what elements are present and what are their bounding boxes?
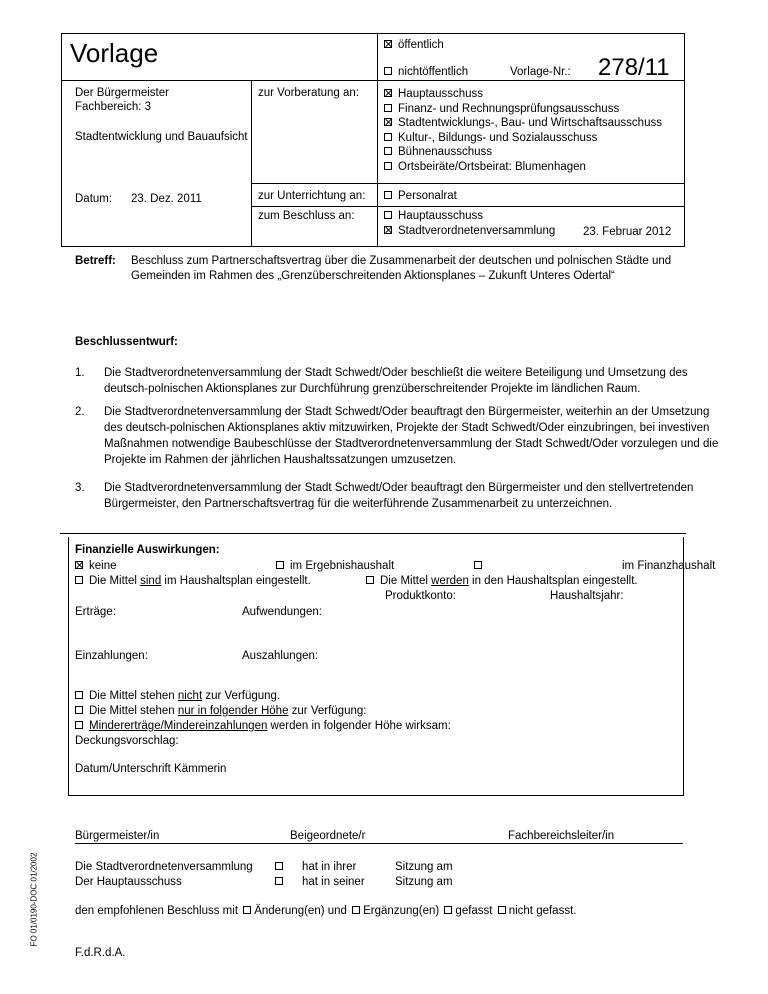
signature-line bbox=[75, 843, 683, 844]
buergermeister-label: Bürgermeister/in bbox=[75, 830, 160, 842]
beschluss-1-label: Hauptausschuss bbox=[398, 210, 484, 222]
text: in den Haushaltsplan eingestellt. bbox=[468, 575, 638, 587]
text: werden bbox=[431, 575, 469, 587]
committee-item bbox=[384, 131, 662, 146]
checkbox bbox=[75, 721, 83, 729]
datum-label: Datum: bbox=[75, 193, 113, 205]
divider bbox=[251, 183, 685, 184]
text: Die Mittel stehen bbox=[89, 705, 178, 717]
item-text-line: Projekte im Rahmen der jährlichen Haushaltssatzungen umzusetzen. bbox=[104, 454, 457, 466]
committee-label: Kultur-, Bildungs- und Sozialausschuss bbox=[398, 131, 598, 144]
text: sind bbox=[140, 575, 162, 587]
item-text-line: Die Stadtverordnetenversammlung der Stadt Schwedt/Oder beauftragt den Bürgermeister, weiterhin an der Umsetzung bbox=[104, 406, 710, 418]
text: Ergänzung(en) bbox=[363, 905, 440, 917]
svv-checkbox bbox=[275, 861, 289, 873]
nonpublic-label: nichtöffentlich bbox=[398, 66, 469, 78]
text: zur Verfügung: bbox=[288, 705, 367, 717]
author-line1: Der Bürgermeister bbox=[75, 87, 169, 99]
sitzung-label-1: Sitzung am bbox=[395, 861, 453, 873]
fdrda-label: F.d.R.d.A. bbox=[75, 947, 126, 959]
checkbox bbox=[352, 906, 360, 914]
ihrer-label: hat in ihrer bbox=[302, 861, 357, 873]
finance-heading: Finanzielle Auswirkungen: bbox=[75, 544, 220, 556]
committee-label: Stadtentwicklungs-, Bau- und Wirtschaftsausschuss bbox=[398, 117, 662, 130]
beschluss-option-2 bbox=[384, 225, 555, 237]
committee-item bbox=[384, 145, 662, 160]
ha-checkbox bbox=[275, 876, 289, 888]
betreff-label: Betreff: bbox=[75, 255, 116, 267]
committee-item bbox=[384, 102, 662, 117]
divider bbox=[251, 80, 252, 246]
divider bbox=[60, 533, 686, 534]
text: zur Verfügung. bbox=[202, 690, 281, 702]
text: den empfohlenen Beschluss mit bbox=[75, 905, 239, 917]
text: Mindererträge/Mindereinzahlungen bbox=[89, 720, 268, 732]
item-text-line: Bürgermeister, den Partnerschaftsvertrag für die weiterführende Zusammenarbeit zu unterzeichnen. bbox=[104, 498, 613, 510]
datum-value: 23. Dez. 2011 bbox=[131, 193, 202, 205]
checkbox bbox=[384, 89, 392, 97]
item-number: 2. bbox=[75, 406, 85, 418]
betreff-line2: Gemeinden im Rahmen des „Grenzüberschreitenden Aktionsplanes – Zukunft Unteres Odertal“ bbox=[131, 270, 615, 282]
beschlussentwurf-heading: Beschlussentwurf: bbox=[75, 336, 178, 348]
keine-label: keine bbox=[89, 560, 117, 572]
checkbox bbox=[444, 906, 452, 914]
text: Die Mittel bbox=[380, 575, 432, 587]
sind-option bbox=[75, 575, 311, 587]
ha-label: Der Hauptausschuss bbox=[75, 876, 182, 888]
checkbox bbox=[384, 191, 392, 199]
nonpublic-option bbox=[384, 66, 468, 78]
checkbox bbox=[384, 118, 392, 126]
ergebnis-option bbox=[276, 560, 394, 572]
checkbox bbox=[474, 561, 482, 569]
text: Änderung(en) und bbox=[254, 905, 347, 917]
kaemmerin-label: Datum/Unterschrift Kämmerin bbox=[75, 763, 227, 775]
werden-option bbox=[366, 575, 638, 587]
text: Die Mittel stehen bbox=[89, 690, 178, 702]
department: Stadtentwicklung und Bauaufsicht bbox=[75, 131, 248, 143]
public-label: öffentlich bbox=[398, 39, 444, 51]
public-option bbox=[384, 39, 444, 51]
checkbox bbox=[75, 561, 83, 569]
text: nur in folgender Höhe bbox=[177, 705, 289, 717]
aufwendungen-label: Aufwendungen: bbox=[242, 606, 322, 618]
checkbox bbox=[75, 691, 83, 699]
nicht-option bbox=[75, 690, 280, 702]
checkbox bbox=[276, 561, 284, 569]
item-number: 1. bbox=[75, 367, 85, 379]
checkbox bbox=[384, 162, 392, 170]
checkbox bbox=[275, 862, 283, 870]
checkbox bbox=[275, 877, 283, 885]
ergebnis-label: im Ergebnishaushalt bbox=[290, 560, 395, 572]
divider bbox=[251, 206, 685, 207]
beschluss-2-label: Stadtverordnetenversammlung bbox=[398, 225, 556, 237]
checkbox bbox=[384, 67, 392, 75]
personalrat-label: Personalrat bbox=[398, 190, 457, 202]
page-title: Vorlage bbox=[70, 38, 159, 68]
committee-label: Bühnenausschuss bbox=[398, 146, 492, 159]
checkbox bbox=[498, 906, 506, 914]
item-text-line: des deutsch-polnischen Aktionsplanes aktiv mitzuwirken, Projekte der Stadt Schwedt/Oder einzubringen, bei investiven bbox=[104, 422, 710, 434]
ertraege-label: Erträge: bbox=[75, 606, 116, 618]
committee-label: Hauptausschuss bbox=[398, 88, 484, 100]
text: werden in folgender Höhe wirksam: bbox=[267, 720, 451, 732]
item-text-line: Die Stadtverordnetenversammlung der Stadt Schwedt/Oder beschließt die weitere Beteiligung und Umsetzung des bbox=[104, 367, 688, 379]
keine-option bbox=[75, 560, 117, 572]
checkbox bbox=[384, 147, 392, 155]
finanz-label: im Finanzhaushalt bbox=[622, 560, 716, 572]
seiner-label: hat in seiner bbox=[302, 876, 365, 888]
item-text-line: deutsch-polnischen Aktionsplanes zur Durchführung grenzüberschreitender Projekte im ländlichen Raum. bbox=[104, 383, 641, 395]
beschluss-result-line bbox=[75, 905, 576, 917]
checkbox bbox=[384, 211, 392, 219]
committee-label: Ortsbeiräte/Ortsbeirat: Blumenhagen bbox=[398, 160, 586, 173]
vorlage-nr: 278/11 bbox=[598, 54, 670, 81]
text: nicht gefasst. bbox=[508, 905, 577, 917]
beschluss-label: zum Beschluss an: bbox=[258, 210, 355, 222]
vorberatung-label: zur Vorberatung an: bbox=[258, 87, 360, 99]
divider bbox=[377, 33, 378, 246]
text: im Haushaltsplan eingestellt. bbox=[161, 575, 311, 587]
item-text-line: Maßnahmen notwendige Baubeschlüsse der Stadtverordnetenversammlung der Stadt Schwedt/Oder vorzulegen und die bbox=[104, 438, 719, 450]
finanz-option-box bbox=[474, 560, 488, 572]
committee-item bbox=[384, 116, 662, 131]
produktkonto-label: Produktkonto: bbox=[385, 590, 456, 602]
fachbereich-label: Fachbereichsleiter/in bbox=[508, 830, 615, 842]
beigeordnete-label: Beigeordnete/r bbox=[290, 830, 366, 842]
checkbox bbox=[384, 133, 392, 141]
hoehe-option bbox=[75, 705, 366, 717]
checkbox bbox=[243, 906, 251, 914]
vorlage-nr-label: Vorlage-Nr.: bbox=[510, 66, 571, 78]
checkbox bbox=[366, 576, 374, 584]
checkbox bbox=[384, 40, 392, 48]
betreff-line1: Beschluss zum Partnerschaftsvertrag über die Zusammenarbeit der deutschen und polnischen Städte und bbox=[131, 255, 672, 267]
text: nicht bbox=[177, 690, 203, 702]
checkbox bbox=[75, 576, 83, 584]
checkbox bbox=[75, 706, 83, 714]
sitzung-label-2: Sitzung am bbox=[395, 876, 453, 888]
committee-list bbox=[384, 87, 662, 175]
checkbox bbox=[384, 226, 392, 234]
committee-label: Finanz- und Rechnungsprüfungsausschuss bbox=[398, 102, 620, 115]
minder-option bbox=[75, 720, 451, 732]
item-text-line: Die Stadtverordnetenversammlung der Stadt Schwedt/Oder beauftragt den Bürgermeister und den stellvertretenden bbox=[104, 482, 694, 494]
committee-item bbox=[384, 87, 662, 102]
divider bbox=[61, 80, 685, 81]
author-line2: Fachbereich: 3 bbox=[75, 101, 152, 113]
einzahlungen-label: Einzahlungen: bbox=[75, 650, 148, 662]
deckung-label: Deckungsvorschlag: bbox=[75, 735, 179, 747]
svv-label: Die Stadtverordnetenversammlung bbox=[75, 861, 253, 873]
committee-item bbox=[384, 160, 662, 175]
personalrat-option bbox=[384, 190, 457, 202]
text: gefasst bbox=[455, 905, 493, 917]
beschluss-date: 23. Februar 2012 bbox=[583, 226, 672, 238]
text: Die Mittel bbox=[89, 575, 141, 587]
unterrichtung-label: zur Unterrichtung an: bbox=[258, 190, 366, 202]
form-code: FO 01/0190-DOC 01/2002 bbox=[29, 852, 39, 947]
auszahlungen-label: Auszahlungen: bbox=[242, 650, 319, 662]
item-number: 3. bbox=[75, 482, 85, 494]
checkbox bbox=[384, 104, 392, 112]
haushaltsjahr-label: Haushaltsjahr: bbox=[550, 590, 624, 602]
beschluss-option-1 bbox=[384, 210, 483, 222]
